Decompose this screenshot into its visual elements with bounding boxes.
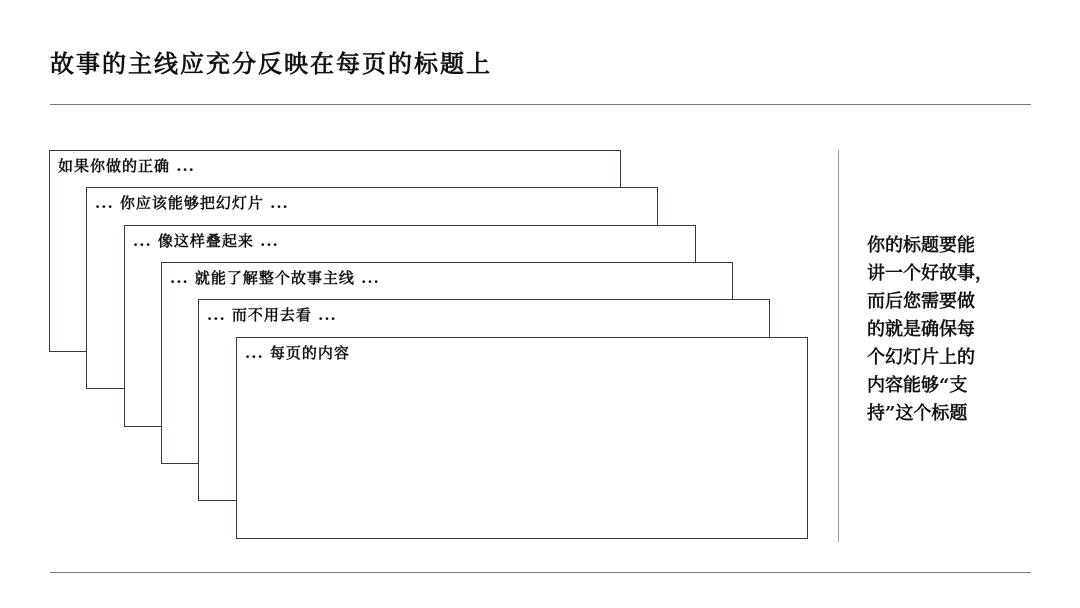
side-note-line-5: 个幻灯片上的: [867, 347, 975, 368]
side-note-line-1: 你的标题要能: [867, 235, 975, 256]
stacked-slide-5-label: ... 而不用去看 ...: [207, 306, 337, 324]
bottom-divider-line: [50, 572, 1031, 573]
page-title: 故事的主线应充分反映在每页的标题上: [50, 49, 492, 78]
stacked-slide-6-label: ... 每页的内容: [245, 344, 350, 362]
side-note: [867, 232, 1017, 428]
side-note-line-4: 的就是确保每: [867, 319, 975, 340]
side-note-line-3: 而后您需要做: [867, 291, 975, 312]
stacked-slide-4-label: ... 就能了解整个故事主线 ...: [170, 269, 380, 287]
side-note-line-2: 讲一个好故事，: [867, 263, 993, 284]
vertical-divider-line: [838, 150, 839, 542]
side-note-line-6: 内容能够“支: [867, 375, 968, 396]
stacked-slide-2-label: ... 你应该能够把幻灯片 ...: [95, 194, 289, 212]
side-note-line-7: 持”这个标题: [867, 403, 968, 424]
stacked-slide-6: [236, 337, 808, 539]
stacked-slide-3-label: ... 像这样叠起来 ...: [133, 232, 279, 250]
stacked-slide-1-label: 如果你做的正确 ...: [58, 157, 195, 175]
